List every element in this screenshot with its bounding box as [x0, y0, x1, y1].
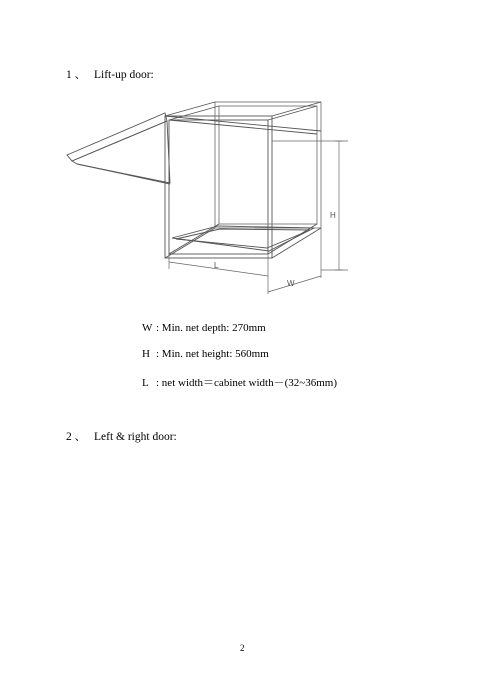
section-number: 2 、: [66, 431, 87, 443]
spec-text: : Min. net height: 560mm: [156, 348, 269, 360]
spec-text: : Min. net depth: 270mm: [156, 322, 266, 334]
section-title: Lift-up door:: [94, 69, 154, 81]
section-heading-left-right-door: [66, 428, 177, 444]
spec-symbol: H: [142, 348, 150, 360]
spec-net-width: [142, 374, 337, 390]
spec-text: : net width＝cabinet width－(32~36mm): [156, 377, 338, 389]
cabinet-bottom-shelf: [172, 226, 314, 251]
spec-min-net-height: [142, 348, 269, 360]
cabinet-depth-edges: [165, 102, 321, 258]
spec-symbol: W: [142, 322, 153, 334]
page-number: 2: [240, 643, 245, 653]
length-label: L: [214, 261, 219, 270]
section-number: 1 、: [66, 69, 87, 81]
spec-symbol: L: [142, 377, 149, 389]
section-title: Left & right door:: [94, 431, 177, 443]
cabinet-front: [165, 116, 272, 258]
cabinet-lift-up-door-diagram: [0, 0, 491, 320]
dimension-length: [169, 254, 268, 294]
width-label: W: [287, 279, 295, 288]
height-label: H: [330, 211, 336, 220]
spec-min-net-depth: [142, 322, 266, 334]
door-panel: [67, 113, 170, 184]
